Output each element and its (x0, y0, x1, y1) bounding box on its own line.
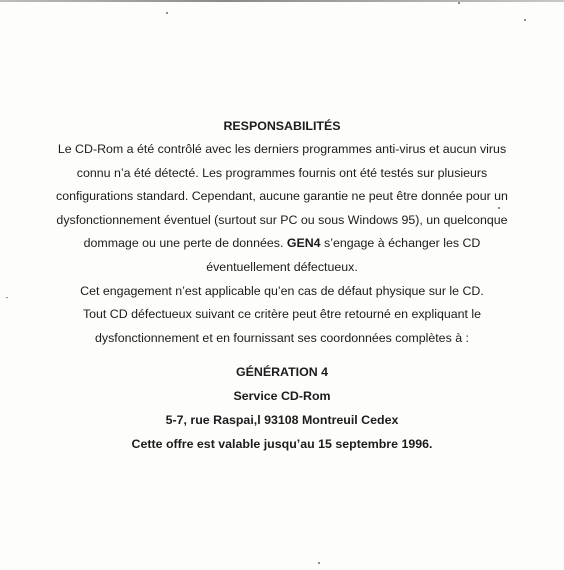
text-line (52, 232, 512, 256)
scan-speck (318, 562, 320, 564)
scan-speck (166, 12, 168, 14)
text-line: dysfonctionnement et en fournissant ses coordonnées complètes à : (94, 330, 469, 345)
offer-validity: Cette offre est valable jusqu’au 15 septembre 1996. (131, 436, 433, 451)
text-line: connu n’a été détecté. Les programmes fournis ont été testés sur plusieurs (76, 165, 488, 180)
scan-speck (458, 2, 460, 4)
street-address: 5-7, rue Raspai,l 93108 Montreuil Cedex (165, 412, 399, 427)
return-address (52, 361, 512, 456)
text-line: configurations standard. Cependant, aucune garantie ne peut être donnée pour un (56, 189, 508, 204)
text-line: Tout CD défectueux suivant ce critère peut être retourné en expliquant le (82, 307, 482, 322)
company-name: GÉNÉRATION 4 (235, 365, 329, 380)
text-line: dysfonctionnement éventuel (surtout sur PC ou sous Windows 95), un quelconque (56, 212, 508, 227)
text-segment: s’engage à échanger les CD (320, 236, 481, 251)
scan-speck (524, 19, 526, 21)
responsibility-notice (0, 114, 564, 457)
paragraph-conditions (52, 280, 512, 351)
notice-title: RESPONSABILITÉS (223, 119, 341, 133)
text-line: éventuellement défectueux. (206, 259, 358, 274)
paragraph-guarantee (52, 138, 512, 280)
brand-name: GEN4 (286, 236, 321, 251)
scan-top-edge (0, 0, 564, 2)
text-line: Cet engagement n’est applicable qu’en cas de défaut physique sur le CD. (80, 283, 484, 298)
department: Service CD-Rom (233, 389, 331, 404)
text-segment: dommage ou une perte de données. (83, 236, 287, 251)
text-line: Le CD-Rom a été contrôlé avec les derniers programmes anti-virus et aucun virus (57, 142, 507, 156)
